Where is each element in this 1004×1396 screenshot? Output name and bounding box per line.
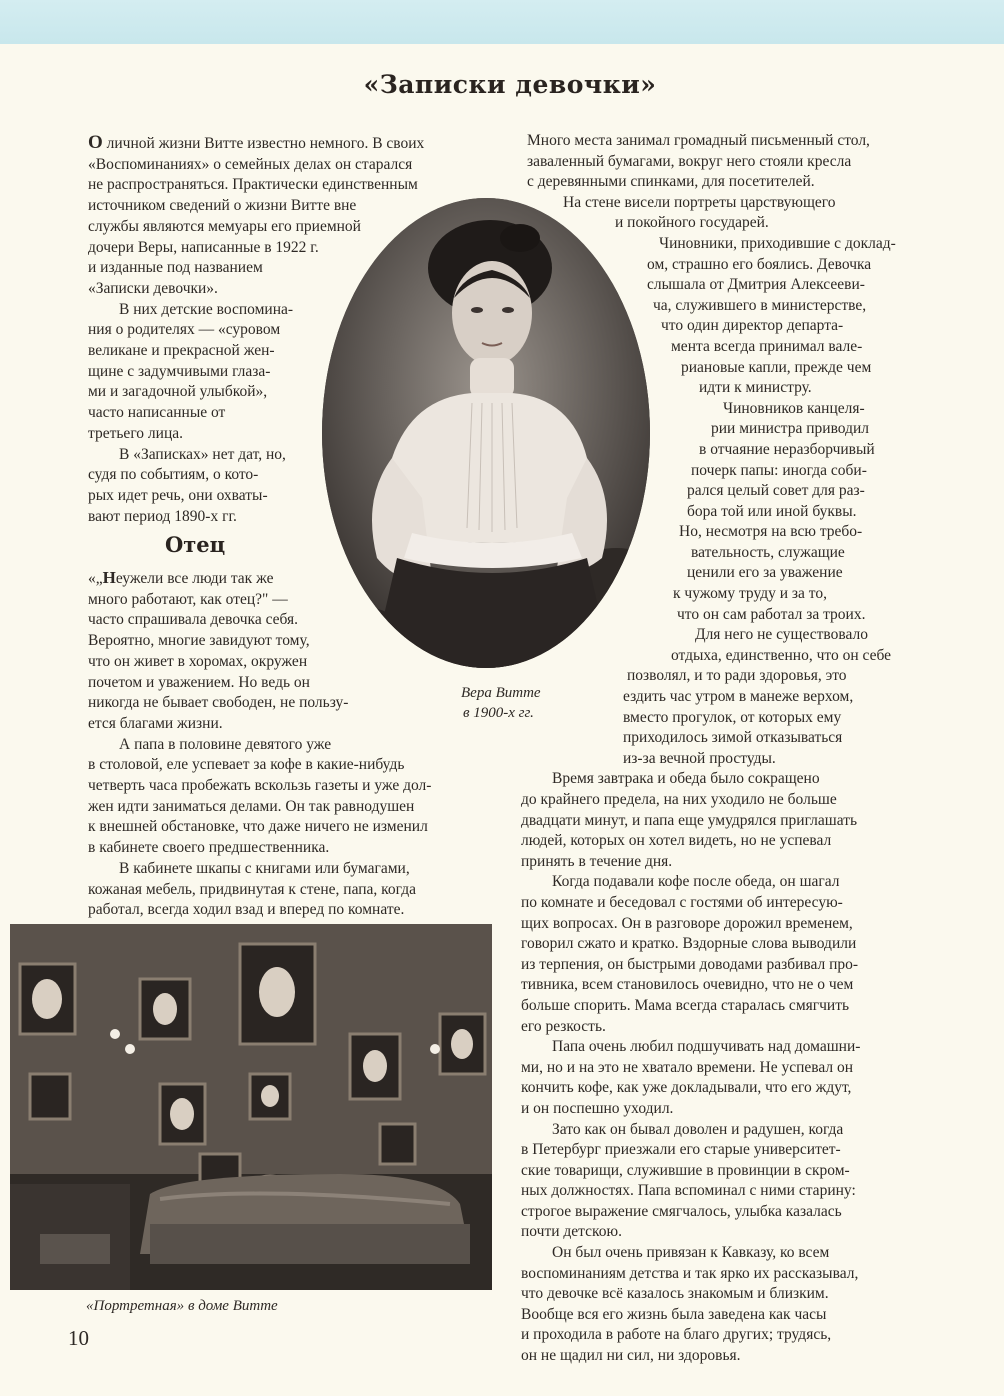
- intro-paragraph-1: О личной жизни Витте известно немного. В своих «Воспоминаниях» о семейных делах он старался не распространяться. Практически единственным источником сведений о жизни Витте вне службы являются мемуары его приемной дочери Веры, написанные в 1922 г. и изданные под названием «Записки девочки».: [88, 132, 425, 297]
- right-paragraph-2: На стене висели портреты царствующего и покойного государей.: [563, 193, 836, 232]
- drop-cap-n: Н: [102, 568, 116, 587]
- top-color-band: [0, 0, 1004, 44]
- right-paragraph-7: Время завтрака и обеда было сокращено до крайнего предела, на них уходило не больше двадцати минут, и папа еще умудрялся приглашать людей, которых он хотел видеть, но не успевал принять в течение дня.: [521, 770, 858, 870]
- room-photo-portretnaya: [10, 924, 492, 1290]
- right-paragraph-6: Для него не существовало отдыха, единственно, что он себе позволял, и то ради здоровья, это ездить час утром в манеже верхом, вместо прогулок, от которых ему приходилось зимой отказываться из-за вечной простуды.: [623, 626, 892, 767]
- otec-paragraph-1: «„Неужели все люди так же много работают, как отец?" — часто спрашивала девочка себя. Вероятно, многие завидуют тому, что он живет в хоромах, окружен почетом и уважением. Но ведь он никогда не бывает свободен, не пользу- ется благами жизни.: [88, 568, 349, 732]
- right-paragraph-9: Папа очень любил подшучивать над домашни- ми, но и на это не хватало времени. Не успевал он кончить кофе, как уже докладывали, что его ждут, и он поспешно уходил.: [521, 1038, 861, 1117]
- section-heading-otec: Отец: [165, 532, 226, 557]
- right-paragraph-1: Много места занимал громадный письменный стол, заваленный бумагами, вокруг него стояли кресла с деревянными спинками, для посетителей.: [527, 132, 870, 191]
- intro-paragraph-3: В «Записках» нет дат, но, судя по событиям, о кото- рых идет речь, они охваты- вают период 1890-х гг.: [88, 445, 286, 525]
- portrait-caption: Вера Витте в 1900-х гг.: [461, 685, 541, 721]
- otec-paragraph-2: А папа в половине девятого уже в столовой, еле успевает за кофе в какие-нибудь четверть часа пробежать вскользь газеты и уже дол- жен идти заниматься делами. Он так равнодушен к внешней обстановке, что даже ничего не изменил в кабинете своего предшественника.: [88, 735, 432, 857]
- page-title: «Записки девочки»: [363, 70, 657, 99]
- page-number: 10: [68, 1326, 89, 1350]
- intro-paragraph-2: В них детские воспомина- ния о родителях — «суровом великане и прекрасной жен- щине с задумчивыми глаза- ми и загадочной улыбкой», часто написанные от третьего лица.: [88, 300, 294, 442]
- drop-cap: О: [88, 132, 103, 153]
- right-paragraph-11: Он был очень привязан к Кавказу, ко всем воспоминаниям детства и так ярко их рассказывал, что девочке всё казалось знакомым и близким. Вообще вся его жизнь была заведена как часы и проходила в работе на благо других; трудясь, он не щадил ни сил, ни здоровья.: [521, 1244, 859, 1365]
- right-paragraph-10: Зато как он бывал доволен и радушен, когда в Петербург приезжали его старые университет- ские товарищи, служившие в провинции в скром- ных должностях. Папа вспоминал с ними старину: строгое выражение смягчалось, улыбка казалась почти детскою.: [521, 1120, 856, 1241]
- right-paragraph-8: Когда подавали кофе после обеда, он шагал по комнате и беседовал с гостями об интересую- щих вопросах. Он в разговоре дорожил временем, говорил сжато и кратко. Вздорные слова выводили из терпения, он быстрыми доводами разбивал про- тивника, всем становилось очевидно, что не о чем больше спорить. Мама всегда старалась смягчить его резкость.: [521, 873, 859, 1035]
- room-illustration: [10, 924, 492, 1290]
- right-paragraph-3: Чиновники, приходившие с доклад- ом, страшно его боялись. Девочка слышала от Дмитрия Алексееви- ча, служившего в министерстве, что один директор департа- мента всегда принимал вале- риановые капли, прежде чем идти к министру.: [647, 234, 896, 397]
- right-paragraph-4: Чиновников канцеля- рии министра приводил в отчаяние неразборчивый почерк папы: иногда соби- рался целый совет для раз- бора той или иной буквы.: [687, 399, 875, 520]
- right-paragraph-5: Но, несмотря на всю требо- вательность, служащие ценили его за уважение к чужому труду и за то, что он сам работал за троих.: [673, 523, 866, 623]
- right-column-text: [521, 131, 917, 1367]
- otec-paragraph-3: В кабинете шкапы с книгами или бумагами, кожаная мебель, придвинутая к стене, папа, когда работал, всегда ходил взад и вперед по комнате.: [88, 859, 417, 919]
- room-photo-caption: «Портретная» в доме Витте: [86, 1298, 278, 1314]
